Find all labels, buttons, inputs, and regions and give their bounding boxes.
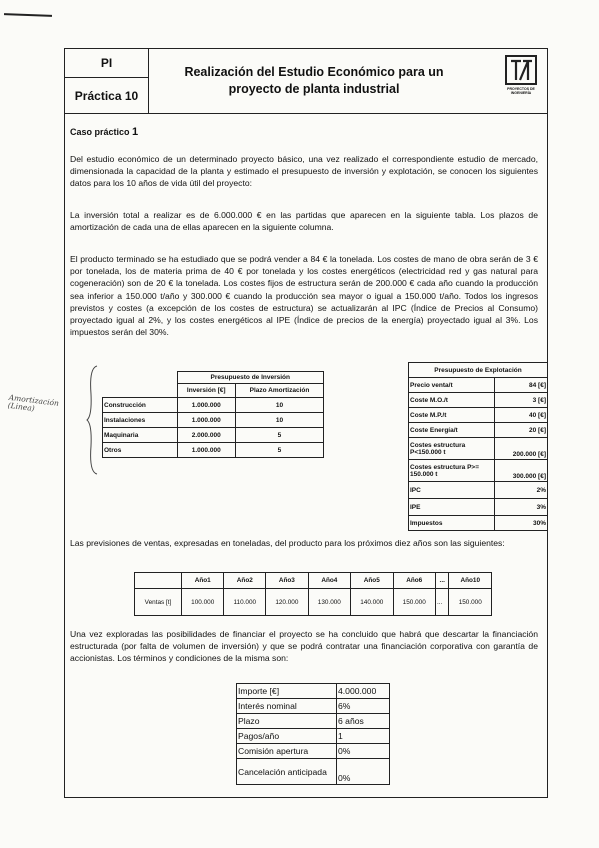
investment-table-title: Presupuesto de Inversión	[177, 372, 324, 384]
sales-year: Año10	[449, 573, 492, 589]
table-row	[135, 589, 492, 616]
investment-col-amount: Inversión [€]	[177, 384, 235, 398]
financing-row-label: Cancelación anticipada	[237, 759, 337, 785]
sales-year: ...	[435, 573, 449, 589]
table-row	[103, 443, 324, 458]
operation-row-value: 30%	[495, 516, 548, 531]
table-row	[237, 759, 390, 785]
course-code: PI	[65, 49, 149, 78]
sales-value: 140.000	[351, 589, 393, 616]
investment-row-term: 10	[235, 398, 323, 413]
case-number: 1	[132, 126, 139, 138]
table-row	[237, 684, 390, 699]
sales-year: Año1	[182, 573, 224, 589]
sales-year: Año3	[266, 573, 308, 589]
table-row	[103, 413, 324, 428]
paragraph-investment: La inversión total a realizar es de 6.000.000 € en las partidas que aparecen en la siguiente tabla. Los plazos de amortización de cada una de ellas aparecen en la siguiente columna.	[70, 210, 538, 233]
document-title: Realización del Estudio Económico para un proyecto de planta industrial	[184, 65, 444, 96]
investment-row-amount: 2.000.000	[177, 428, 235, 443]
operation-row-label: Precio venta/t	[409, 378, 495, 393]
investment-row-label: Construcción	[103, 398, 178, 413]
department-logo	[503, 55, 539, 103]
financing-row-value: 1	[337, 729, 390, 744]
investment-row-amount: 1.000.000	[177, 443, 235, 458]
table-row	[409, 499, 548, 516]
financing-row-value: 4.000.000	[337, 684, 390, 699]
operation-row-value: 200.000 [€]	[495, 438, 548, 460]
case-label: Caso práctico	[70, 127, 130, 137]
operation-row-label: Coste M.O./t	[409, 393, 495, 408]
logo-icon	[505, 55, 537, 85]
investment-row-term: 5	[235, 428, 323, 443]
paragraph-intro: Del estudio económico de un determinado proyecto básico, una vez realizado el correspondiente estudio de mercado, dimensionada la capacidad de la planta y estimado el presupuesto de inversión y explotación, se conocen los siguientes datos para los 10 años de vida útil del proyecto:	[70, 154, 538, 189]
table-row	[409, 516, 548, 531]
operation-row-value: 300.000 [€]	[495, 460, 548, 482]
table-row	[409, 438, 548, 460]
operation-row-value: 2%	[495, 482, 548, 499]
financing-row-value: 6 años	[337, 714, 390, 729]
operation-row-value: 3 [€]	[495, 393, 548, 408]
financing-row-label: Importe [€]	[237, 684, 337, 699]
financing-row-value: 6%	[337, 699, 390, 714]
table-row	[237, 714, 390, 729]
investment-row-label: Maquinaria	[103, 428, 178, 443]
sales-value: 120.000	[266, 589, 308, 616]
operation-row-value: 3%	[495, 499, 548, 516]
operation-row-value: 84 [€]	[495, 378, 548, 393]
sales-table	[134, 572, 492, 616]
table-row	[103, 428, 324, 443]
investment-row-amount: 1.000.000	[177, 398, 235, 413]
investment-table	[102, 371, 324, 458]
table-row	[237, 699, 390, 714]
paragraph-sales: Las previsiones de ventas, expresadas en toneladas, del producto para los próximos diez años son las siguientes:	[70, 538, 505, 548]
case-heading	[70, 126, 138, 138]
table-row	[409, 393, 548, 408]
operation-row-value: 20 [€]	[495, 423, 548, 438]
operation-row-label: Coste Energía/t	[409, 423, 495, 438]
logo-text: PROYECTOS DE INGENIERÍA	[507, 87, 535, 95]
sales-value: ...	[435, 589, 449, 616]
table-row	[409, 460, 548, 482]
table-row	[409, 378, 548, 393]
sales-value: 110.000	[224, 589, 266, 616]
sales-year: Año5	[351, 573, 393, 589]
paragraph-costs: El producto terminado se ha estudiado que se podrá vender a 84 € la tonelada. Los costes de mano de obra serán de 3 € por tonelada, los de materia prima de 40 € por tonelada y los costes energéticos (electricidad red y gas natural para cogeneración) son de 20 € la tonelada. Los costes fijos de estructura serán de 200.000 € cada año cuando la producción sea inferior a 150.000 t/año y 300.000 € cuando la producción sea mayor o igual a 150.000 t/año. Todos los ingresos previstos y costes (a excepción de los costes de estructura) se actualizarán al IPC (Índice de Precios al Consumo) proyectado igual al 2%, y los costes energéticos al IPE (Índice de precios de la energía) proyectado igual al 3%. Los impuestos serán del 30%.	[70, 254, 538, 338]
operation-row-label: Costes estructura P>= 150.000 t	[409, 460, 495, 482]
sales-value: 100.000	[182, 589, 224, 616]
sales-year: Año4	[308, 573, 350, 589]
financing-row-label: Pagos/año	[237, 729, 337, 744]
practice-number: Práctica 10	[65, 78, 149, 113]
table-row	[409, 408, 548, 423]
paragraph-financing: Una vez exploradas las posibilidades de financiar el proyecto se ha concluido que habrá que descartar la financiación estructurada (por falta de volumen de inversión) y que se podrá contratar una financiación corporativa con garantía de accionistas. Los términos y condiciones de la misma son:	[70, 629, 538, 664]
table-row	[103, 398, 324, 413]
financing-row-value: 0%	[337, 759, 390, 785]
financing-row-label: Interés nominal	[237, 699, 337, 714]
investment-row-term: 10	[235, 413, 323, 428]
financing-row-label: Comisión apertura	[237, 744, 337, 759]
table-row	[237, 744, 390, 759]
financing-row-value: 0%	[337, 744, 390, 759]
sales-value: 130.000	[308, 589, 350, 616]
pen-mark	[4, 13, 52, 17]
document-header	[64, 48, 548, 114]
table-row	[409, 482, 548, 499]
investment-row-label: Otros	[103, 443, 178, 458]
investment-row-amount: 1.000.000	[177, 413, 235, 428]
operation-table-title: Presupuesto de Explotación	[409, 363, 548, 378]
sales-value: 150.000	[449, 589, 492, 616]
table-row	[237, 729, 390, 744]
operation-row-label: IPE	[409, 499, 495, 516]
operation-row-label: Impuestos	[409, 516, 495, 531]
sales-year: Año2	[224, 573, 266, 589]
handwritten-note: Amortización (Linea)	[7, 392, 60, 413]
operation-row-label: Costes estructura P<150.000 t	[409, 438, 495, 460]
table-row	[409, 423, 548, 438]
sales-value: 150.000	[393, 589, 435, 616]
operation-row-label: Coste M.P./t	[409, 408, 495, 423]
investment-col-term: Plazo Amortización	[235, 384, 323, 398]
operation-row-label: IPC	[409, 482, 495, 499]
bracket-mark	[86, 364, 98, 476]
operation-table	[408, 362, 548, 531]
financing-row-label: Plazo	[237, 714, 337, 729]
sales-row-label: Ventas [t]	[135, 589, 182, 616]
operation-row-value: 40 [€]	[495, 408, 548, 423]
investment-row-label: Instalaciones	[103, 413, 178, 428]
investment-row-term: 5	[235, 443, 323, 458]
financing-table	[236, 683, 390, 785]
sales-year: Año6	[393, 573, 435, 589]
